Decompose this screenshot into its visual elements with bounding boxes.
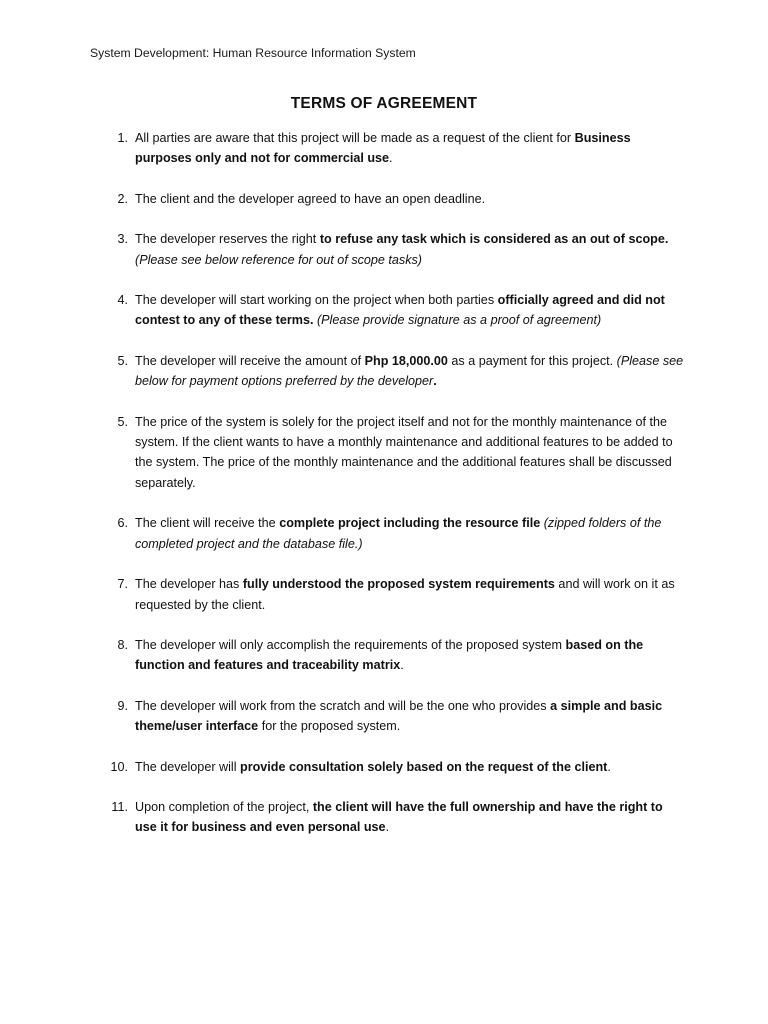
- term-item: [0, 412, 768, 494]
- term-note: (Please see below reference for out of scope tasks): [135, 252, 423, 267]
- term-text: [135, 128, 685, 169]
- term-segment: The price of the system is solely for the project itself and not for the monthly maintenance of the system. If the client wants to have a monthly maintenance and additional features to be added to the system. The price of the monthly maintenance and the additional features shall be discussed separately.: [135, 414, 673, 490]
- term-number: 11.: [111, 799, 128, 814]
- term-text: [135, 797, 685, 838]
- term-emphasis: provide consultation solely based on the request of the client: [240, 759, 608, 774]
- term-item: [0, 757, 768, 777]
- term-item: [0, 696, 768, 737]
- term-number: 3.: [117, 232, 128, 247]
- term-item: [0, 635, 768, 676]
- term-text: [135, 574, 685, 615]
- term-segment: The developer reserves the right: [135, 232, 320, 247]
- term-item: [0, 513, 768, 554]
- term-text: [135, 229, 685, 270]
- term-note: (Please provide signature as a proof of agreement): [313, 313, 602, 328]
- term-segment: .: [389, 151, 393, 166]
- term-note: (zipped folders of the completed project and the database file.): [135, 516, 662, 551]
- term-number: 7.: [117, 577, 128, 592]
- term-segment: and will work on it as requested by the client.: [135, 577, 675, 612]
- term-text: [135, 757, 685, 777]
- term-item: [0, 128, 768, 169]
- term-number: 10.: [110, 759, 128, 774]
- term-segment: The developer will work from the scratch and will be the one who provides: [135, 698, 551, 713]
- term-emphasis: fully understood the proposed system requirements: [242, 577, 555, 592]
- term-number: 8.: [117, 637, 128, 652]
- term-segment: Upon completion of the project,: [135, 799, 313, 814]
- term-segment: The client and the developer agreed to have an open deadline.: [135, 191, 486, 206]
- terms-list: [0, 128, 768, 858]
- term-emphasis: Business purposes only and not for commercial use: [135, 131, 631, 166]
- term-emphasis: based on the function and features and traceability matrix: [135, 637, 644, 673]
- term-item: [0, 229, 768, 270]
- term-note: (Please see below for payment options preferred by the developer: [135, 353, 684, 389]
- term-emphasis: officially agreed and did not contest to any of these terms.: [135, 293, 665, 328]
- term-emphasis: a simple and basic theme/user interface: [135, 698, 663, 734]
- term-item: [0, 574, 768, 615]
- term-text: [135, 351, 685, 392]
- term-number: 9.: [117, 698, 128, 713]
- term-text: [135, 189, 685, 209]
- term-text: [135, 696, 685, 737]
- term-number: 6.: [117, 516, 128, 531]
- term-item: [0, 189, 768, 209]
- term-emphasis: to refuse any task which is considered as an out of scope.: [319, 232, 669, 247]
- term-segment: as a payment for this project.: [447, 353, 617, 368]
- term-segment: The developer will only accomplish the requirements of the proposed system: [135, 637, 566, 652]
- term-segment: for the proposed system.: [258, 719, 401, 734]
- term-emphasis: the client will have the full ownership and have the right to use it for business and even personal use: [135, 799, 663, 835]
- document-title: TERMS OF AGREEMENT: [290, 95, 478, 112]
- term-segment: The developer will receive the amount of: [135, 353, 365, 368]
- term-segment: All parties are aware that this project will be made as a request of the client for: [135, 131, 575, 145]
- term-number: 4.: [117, 293, 128, 308]
- term-number: 2.: [117, 191, 128, 206]
- term-segment: The developer will start working on the project when both parties: [135, 293, 498, 308]
- term-item: [0, 797, 768, 838]
- term-text: [135, 290, 685, 331]
- term-emphasis: Php 18,000.00: [364, 353, 448, 368]
- term-text: [135, 635, 685, 676]
- term-number: 5.: [117, 353, 128, 368]
- term-segment: The developer will: [135, 759, 240, 774]
- term-segment: .: [400, 658, 404, 673]
- term-segment: The client will receive the: [135, 516, 280, 531]
- term-emphasis: .: [433, 374, 437, 389]
- document-header: System Development: Human Resource Information System: [90, 46, 416, 60]
- term-item: [0, 351, 768, 392]
- term-segment: The developer has: [135, 577, 243, 592]
- term-segment: .: [607, 759, 611, 774]
- term-item: [0, 290, 768, 331]
- term-segment: .: [385, 820, 390, 835]
- term-number: 1.: [117, 131, 128, 145]
- term-text: [135, 412, 685, 494]
- term-emphasis: complete project including the resource file: [279, 516, 541, 531]
- term-text: [135, 513, 685, 554]
- term-number: 5.: [117, 414, 128, 429]
